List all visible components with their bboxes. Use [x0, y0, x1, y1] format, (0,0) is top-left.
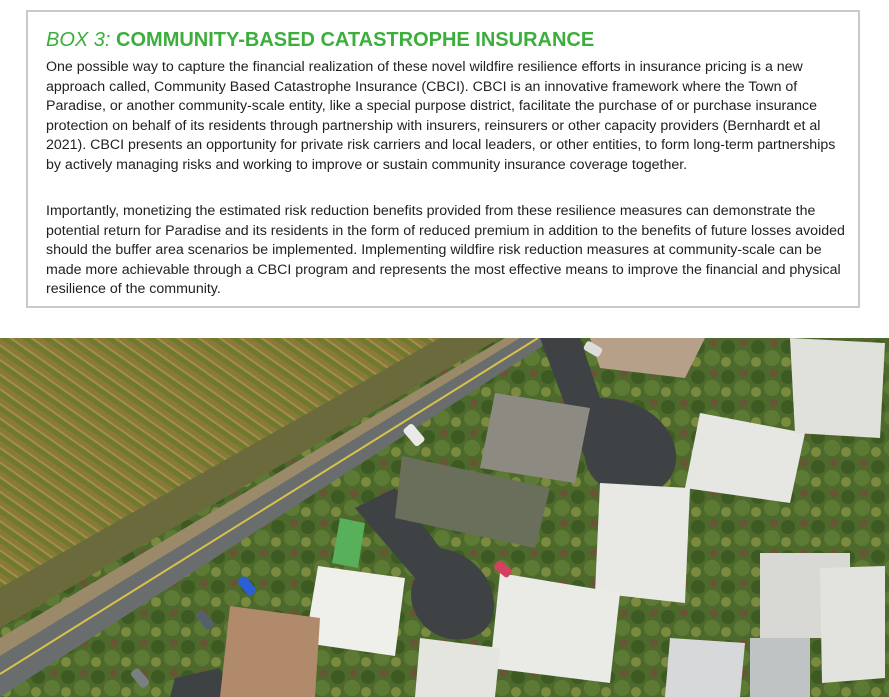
aerial-photo: [0, 338, 889, 697]
box-title: [46, 28, 594, 52]
box-heading: COMMUNITY-BASED CATASTROPHE INSURANCE: [116, 29, 595, 51]
box-paragraph-1: One possible way to capture the financial realization of these novel wildfire resilience efforts in insurance pricing is a new approach called, Community Based Catastrophe Insurance (CBCI). CBCI is an innovative framework where the Town of Paradise, or another community-scale entity, like a special purpose district, facilitate the purchase of or purchase insurance protection on behalf of its residents through partnership with insurers, reinsurers or other capacity providers (Bernhardt et al 2021). CBCI presents an opportunity for private risk carriers and local leaders, or other entities, to form long-term partnerships by actively managing risks and working to improve or sustain community insurance coverage together.: [46, 59, 836, 173]
box-label: BOX 3:: [46, 29, 111, 51]
box-paragraph-2: Importantly, monetizing the estimated risk reduction benefits provided from these resilience measures can demonstrate the potential return for Paradise and its residents in the form of reduced premium in addition to the benefits of future losses avoided should the buffer area scenarios be implemented. Implementing wildfire risk reduction measures at community-scale can be made more achievable through a CBCI program and represents the most effective means to improve the financial and physical resilience of the community.: [46, 203, 845, 297]
callout-box: [26, 10, 860, 308]
